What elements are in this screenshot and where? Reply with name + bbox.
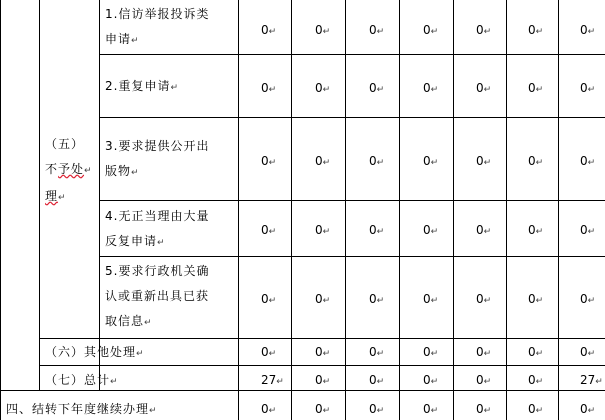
value-cell	[369, 291, 384, 309]
value-cell	[369, 22, 384, 40]
value-cell	[423, 80, 438, 98]
value-cell	[476, 222, 491, 240]
paragraph-mark: ↵	[322, 85, 331, 95]
row-border-4	[99, 256, 605, 257]
cell-value: 0	[315, 345, 323, 359]
table-border-col6	[399, 0, 400, 420]
value-cell	[423, 22, 438, 40]
paragraph-mark: ↵	[535, 296, 544, 306]
value-cell	[369, 372, 384, 390]
paragraph-mark: ↵	[595, 377, 603, 387]
cell-value: 0	[315, 373, 323, 387]
cell-value: 0	[580, 223, 588, 237]
cell-value: 0	[261, 292, 269, 306]
value-cell	[476, 344, 491, 362]
value-cell	[528, 344, 543, 362]
cell-value: 0	[315, 292, 323, 306]
paragraph-mark: ↵	[587, 85, 596, 95]
paragraph-mark: ↵	[587, 296, 596, 306]
paragraph-mark: ↵	[268, 85, 277, 95]
paragraph-mark: ↵	[322, 406, 331, 416]
value-cell	[423, 372, 438, 390]
value-cell	[315, 22, 330, 40]
paragraph-mark: ↵	[376, 377, 385, 387]
paragraph-mark: ↵	[483, 27, 492, 37]
value-cell	[261, 372, 284, 390]
row-label-repeat: 2.重复申请↵	[105, 79, 178, 93]
value-cell	[315, 372, 330, 390]
cell-value: 0	[261, 345, 269, 359]
paragraph-mark: ↵	[430, 349, 439, 359]
value-cell	[369, 80, 384, 98]
paragraph-mark: ↵	[322, 377, 331, 387]
cell-value: 0	[369, 345, 377, 359]
paragraph-mark: ↵	[587, 349, 596, 359]
table-border-col8	[506, 0, 507, 420]
value-cell	[315, 344, 330, 362]
group-label-not-processed	[45, 132, 97, 211]
value-cell	[369, 344, 384, 362]
value-cell	[476, 80, 491, 98]
cell-value: 0	[423, 23, 431, 37]
paragraph-mark: ↵	[322, 158, 331, 168]
cell-value: 0	[528, 373, 536, 387]
paragraph-mark: ↵	[483, 296, 492, 306]
value-cell	[261, 222, 276, 240]
cell-value: 0	[315, 154, 323, 168]
cell-value: 0	[580, 402, 588, 416]
cell-value: 0	[528, 345, 536, 359]
paragraph-mark: ↵	[322, 27, 331, 37]
value-cell	[528, 153, 543, 171]
paragraph-mark: ↵	[483, 349, 492, 359]
row-label-publication: 3.要求提供公开出 版物↵	[105, 139, 210, 178]
row-label-petition: 1.信访举报投诉类 申请↵	[105, 7, 210, 46]
paragraph-mark: ↵	[535, 377, 544, 387]
value-cell	[315, 80, 330, 98]
cell-value: 0	[528, 223, 536, 237]
paragraph-mark: ↵	[430, 27, 439, 37]
paragraph-mark: ↵	[587, 227, 596, 237]
value-cell	[369, 222, 384, 240]
cell-value: 0	[315, 81, 323, 95]
paragraph-mark: ↵	[483, 85, 492, 95]
cell-value: 0	[369, 81, 377, 95]
value-cell	[369, 153, 384, 171]
paragraph-mark: ↵	[535, 406, 544, 416]
paragraph-mark: ↵	[483, 158, 492, 168]
cell-value: 0	[315, 23, 323, 37]
value-cell	[261, 153, 276, 171]
cell-value: 0	[476, 345, 484, 359]
table-border-left	[0, 0, 1, 420]
row-border-1	[99, 54, 605, 55]
paragraph-mark: ↵	[483, 227, 492, 237]
value-cell	[261, 344, 276, 362]
paragraph-mark: ↵	[376, 296, 385, 306]
value-cell	[423, 344, 438, 362]
cell-value: 0	[528, 81, 536, 95]
row-label-carry-over: 四、结转下年度继续办理↵	[6, 402, 157, 416]
cell-value: 0	[423, 292, 431, 306]
value-cell	[315, 222, 330, 240]
value-cell	[261, 401, 276, 419]
table-border-col4	[291, 0, 292, 420]
value-cell	[369, 401, 384, 419]
paragraph-mark: ↵	[268, 349, 277, 359]
group-label-line3: 理↵	[45, 189, 66, 203]
cell-value: 0	[369, 223, 377, 237]
paragraph-mark: ↵	[430, 227, 439, 237]
cell-value: 0	[369, 23, 377, 37]
cell-value: 0	[315, 402, 323, 416]
row-border-3	[99, 200, 605, 201]
paragraph-mark: ↵	[587, 406, 596, 416]
cell-value: 0	[261, 23, 269, 37]
value-cell	[580, 80, 595, 98]
table-border-col9	[558, 0, 559, 420]
value-cell	[476, 153, 491, 171]
table-border-col5	[345, 0, 346, 420]
group-label-line2: 不予处↵	[45, 162, 92, 176]
row-border-2	[99, 117, 605, 118]
value-cell	[315, 291, 330, 309]
cell-value: 0	[423, 154, 431, 168]
cell-value: 0	[423, 402, 431, 416]
value-cell	[423, 222, 438, 240]
value-cell	[476, 372, 491, 390]
paragraph-mark: ↵	[535, 158, 544, 168]
cell-value: 0	[261, 154, 269, 168]
paragraph-mark: ↵	[268, 296, 277, 306]
cell-value: 0	[476, 402, 484, 416]
cell-value: 0	[476, 81, 484, 95]
cell-value: 0	[476, 223, 484, 237]
paragraph-mark: ↵	[268, 158, 277, 168]
value-cell	[528, 372, 543, 390]
row-label-repeated-requests: 4.无正当理由大量 反复申请↵	[105, 209, 210, 248]
paragraph-mark: ↵	[276, 377, 284, 387]
paragraph-mark: ↵	[430, 85, 439, 95]
value-cell	[580, 22, 595, 40]
value-cell	[580, 222, 595, 240]
row-border-6	[39, 365, 605, 366]
cell-value: 0	[423, 373, 431, 387]
table-border-col3	[238, 0, 239, 420]
paragraph-mark: ↵	[322, 349, 331, 359]
paragraph-mark: ↵	[322, 227, 331, 237]
value-cell	[528, 291, 543, 309]
value-cell	[261, 291, 276, 309]
row-border-5	[39, 338, 605, 339]
paragraph-mark: ↵	[376, 85, 385, 95]
value-cell	[423, 401, 438, 419]
paragraph-mark: ↵	[430, 158, 439, 168]
cell-value: 0	[423, 81, 431, 95]
cell-value: 0	[528, 402, 536, 416]
cell-value: 0	[423, 345, 431, 359]
paragraph-mark: ↵	[535, 27, 544, 37]
cell-value: 0	[580, 81, 588, 95]
cell-value: 0	[261, 223, 269, 237]
paragraph-mark: ↵	[376, 349, 385, 359]
cell-value: 27	[580, 373, 596, 387]
paragraph-mark: ↵	[376, 158, 385, 168]
cell-value: 0	[528, 292, 536, 306]
row-label-total: （七）总计↵	[45, 373, 118, 387]
value-cell	[476, 22, 491, 40]
cell-value: 0	[423, 223, 431, 237]
table-border-col1	[39, 0, 40, 390]
value-cell	[261, 22, 276, 40]
cell-value: 0	[476, 292, 484, 306]
value-cell	[423, 153, 438, 171]
paragraph-mark: ↵	[376, 27, 385, 37]
value-cell	[580, 372, 603, 390]
value-cell	[528, 222, 543, 240]
paragraph-mark: ↵	[430, 377, 439, 387]
row-label-confirm-info: 5.要求行政机关确 认或重新出具已获 取信息↵	[105, 264, 210, 328]
paragraph-mark: ↵	[268, 227, 277, 237]
cell-value: 0	[528, 23, 536, 37]
value-cell	[423, 291, 438, 309]
cell-value: 0	[476, 23, 484, 37]
value-cell	[315, 401, 330, 419]
cell-value: 0	[580, 154, 588, 168]
cell-value: 0	[580, 345, 588, 359]
table-border-col7	[453, 0, 454, 420]
paragraph-mark: ↵	[322, 296, 331, 306]
paragraph-mark: ↵	[376, 227, 385, 237]
cell-value: 0	[580, 23, 588, 37]
value-cell	[580, 153, 595, 171]
paragraph-mark: ↵	[268, 406, 277, 416]
value-cell	[315, 153, 330, 171]
paragraph-mark: ↵	[535, 227, 544, 237]
paragraph-mark: ↵	[268, 27, 277, 37]
paragraph-mark: ↵	[587, 27, 596, 37]
row-label-other: （六）其他处理↵	[45, 345, 144, 359]
paragraph-mark: ↵	[483, 377, 492, 387]
value-cell	[580, 401, 595, 419]
value-cell	[476, 291, 491, 309]
cell-value: 0	[476, 154, 484, 168]
value-cell	[476, 401, 491, 419]
paragraph-mark: ↵	[483, 406, 492, 416]
paragraph-mark: ↵	[430, 296, 439, 306]
paragraph-mark: ↵	[587, 158, 596, 168]
cell-value: 0	[315, 223, 323, 237]
cell-value: 0	[261, 81, 269, 95]
cell-value: 27	[261, 373, 277, 387]
cell-value: 0	[528, 154, 536, 168]
paragraph-mark: ↵	[376, 406, 385, 416]
cell-value: 0	[476, 373, 484, 387]
cell-value: 0	[369, 402, 377, 416]
cell-value: 0	[369, 373, 377, 387]
cell-value: 0	[369, 292, 377, 306]
value-cell	[580, 344, 595, 362]
cell-value: 0	[369, 154, 377, 168]
table-border-col2	[99, 0, 100, 390]
value-cell	[261, 80, 276, 98]
value-cell	[528, 401, 543, 419]
value-cell	[580, 291, 595, 309]
group-label-line1: （五）	[45, 137, 85, 151]
value-cell	[528, 22, 543, 40]
value-cell	[528, 80, 543, 98]
paragraph-mark: ↵	[430, 406, 439, 416]
row-border-7	[0, 390, 605, 391]
cell-value: 0	[580, 292, 588, 306]
paragraph-mark: ↵	[535, 85, 544, 95]
cell-value: 0	[261, 402, 269, 416]
paragraph-mark: ↵	[535, 349, 544, 359]
